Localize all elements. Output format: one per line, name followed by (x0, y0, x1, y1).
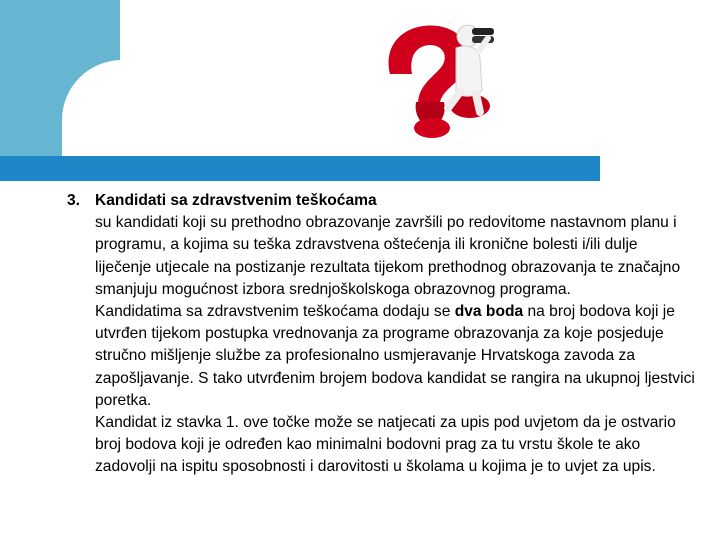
question-mark-figure-icon (360, 12, 510, 140)
paragraph-2 (95, 301, 695, 412)
section-title: Kandidati sa zdravstvenim teškoćama (95, 192, 377, 209)
paragraph-2-bold: dva boda (454, 303, 524, 321)
paragraph-1: su kandidati koji su prethodno obrazovanje završili po redovitome nastavnom planu i programu, a kojima su teška zdravstvena oštećenja ili kronične bolesti i/ili dulje liječenje utjecale na postizanje rezultata tijekom prethodnog obrazovanja te značajno smanjuju mogućnost izbora srednjoškolskoga obrazovnog programa. (95, 214, 681, 298)
content-block (67, 190, 697, 479)
paragraph-2-before: Kandidatima sa zdravstvenim teškoćama dodaju se (95, 303, 455, 321)
title-bar (0, 156, 600, 181)
section-number: 3. (67, 192, 81, 209)
paragraph-2-after: na broj bodova koji je utvrđen tijekom postupka vrednovanja za programe obrazovanja za koje posjeduje stručno mišljenje službe za profesionalno usmjeravanje Hrvatskoga zavoda za zapošljavanje. S tako utvrđenim brojem bodova kandidat se rangira na ukupnoj ljestvici poretka. (95, 303, 695, 409)
section-heading (67, 190, 697, 212)
paragraph-3: Kandidat iz stavka 1. ove točke može se natjecati za upis pod uvjetom da je ostvario broj bodova koji je određen kao minimalni bodovni prag za tu vrstu škole te ako zadovolji na ispitu sposobnosti i darovitosti u školama u kojima je to uvjet za upis. (95, 414, 676, 476)
